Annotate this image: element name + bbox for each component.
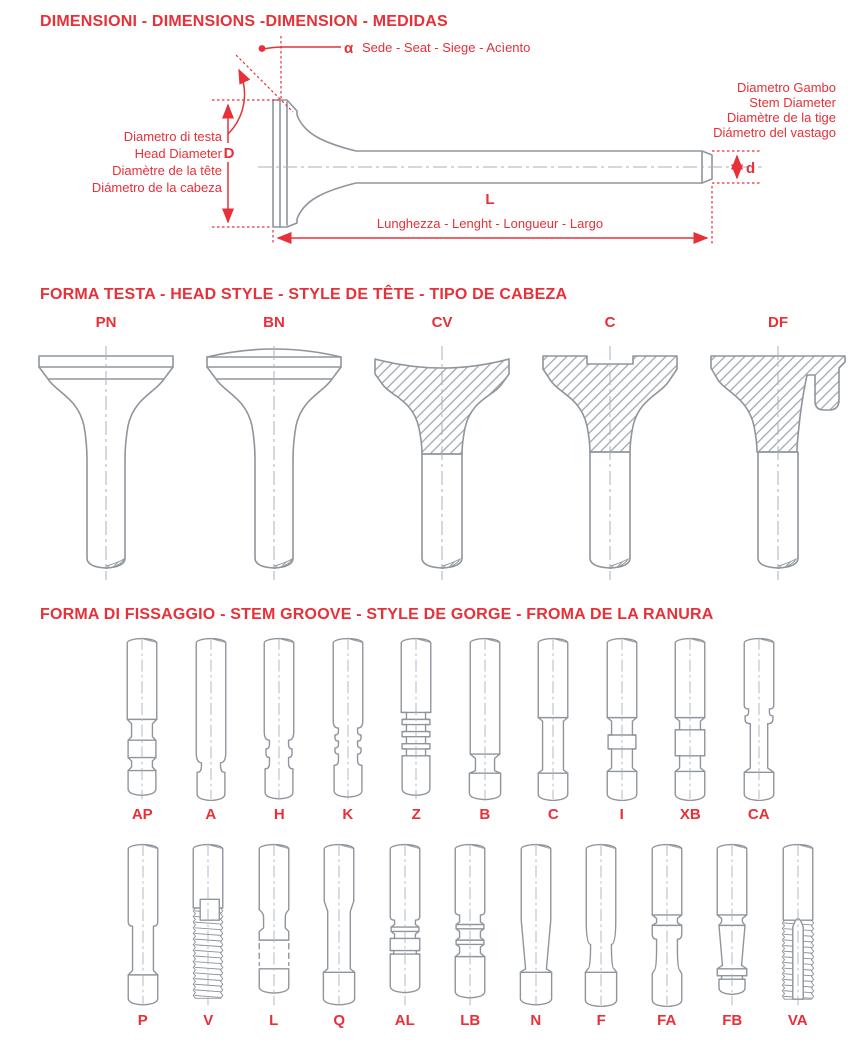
stem-groove-figure-fa [634,842,700,1007]
stem-groove-label: C [547,806,559,823]
head-style-item-pn [22,314,190,584]
stem-groove-item-c [519,636,588,823]
stem-diameter-line-es: Diámetro del vastago [713,125,836,140]
stem-groove-row-2 [110,842,831,1029]
head-style-figure-df [693,334,860,584]
stem-groove-label: Z [411,806,421,823]
dimensions-section-title: DIMENSIONI - DIMENSIONS -DIMENSION - MEDIDAS [40,13,448,30]
seat-label: Sede - Seat - Siege - Acìento [362,40,531,55]
stem-groove-label: A [205,806,217,823]
stem-groove-figure-h [246,636,312,801]
stem-groove-label: F [596,1012,606,1029]
head-style-figure-cv [357,334,527,584]
valve-dimensions-diagram [0,30,860,275]
head-diameter-line-en: Head Diameter [134,146,222,161]
stem-groove-item-v [176,842,242,1029]
stem-groove-figure-f [568,842,634,1007]
stem-groove-figure-k [315,636,381,801]
head-style-item-c [526,314,694,584]
stem-groove-item-p [110,842,176,1029]
head-style-label: C [604,314,616,331]
stem-groove-figure-v [175,842,241,1007]
stem-groove-item-b [451,636,520,823]
stem-groove-item-fa [634,842,700,1029]
stem-groove-figure-p [110,842,176,1007]
stem-diameter-line-it: Diametro Gambo [737,80,836,95]
stem-groove-figure-n [503,842,569,1007]
stem-groove-label: L [269,1012,279,1029]
stem-groove-label: H [273,806,285,823]
stem-groove-figure-i [589,636,655,801]
stem-groove-label: P [137,1012,148,1029]
stem-groove-label: I [619,806,624,823]
stem-groove-label: FA [657,1012,677,1029]
head-style-figures-row [22,314,860,584]
head-style-figure-pn [21,334,191,584]
stem-groove-item-l [241,842,307,1029]
stem-groove-label: B [479,806,491,823]
head-style-label: PN [95,314,117,331]
stem-groove-item-al [372,842,438,1029]
stem-groove-item-va [765,842,831,1029]
head-style-label: BN [263,314,285,331]
stem-diameter-symbol: d [746,160,756,177]
stem-groove-item-ap [108,636,177,823]
stem-groove-label: VA [787,1012,808,1029]
stem-groove-label: CA [747,806,770,823]
head-style-item-bn [190,314,358,584]
head-style-label: CV [431,314,453,331]
head-style-item-cv [358,314,526,584]
stem-groove-figure-a [178,636,244,801]
stem-groove-label: K [342,806,354,823]
stem-groove-item-fb [700,842,766,1029]
stem-groove-label: XB [679,806,701,823]
stem-groove-figure-z [383,636,449,801]
stem-groove-section-title: FORMA DI FISSAGGIO - STEM GROOVE - STYLE DE GORGE - FROMA DE LA RANURA [40,606,714,623]
head-style-figure-bn [189,334,359,584]
head-style-label: DF [768,314,788,331]
seat-leader-dot [259,45,266,52]
stem-groove-item-k [314,636,383,823]
stem-groove-label: N [530,1012,542,1029]
stem-groove-item-lb [438,842,504,1029]
stem-groove-figure-al [372,842,438,1007]
stem-groove-figure-b [452,636,518,801]
stem-groove-label: AP [131,806,153,823]
stem-groove-figure-l [241,842,307,1007]
stem-groove-label: FB [722,1012,743,1029]
stem-groove-item-n [503,842,569,1029]
stem-groove-label: V [203,1012,214,1029]
head-style-item-df [694,314,860,584]
stem-groove-figure-xb [657,636,723,801]
stem-groove-figure-ap [109,636,175,801]
stem-groove-figure-fb [699,842,765,1007]
stem-groove-label: AL [394,1012,415,1029]
head-style-figure-c [525,334,695,584]
stem-groove-figure-va [765,842,831,1007]
stem-groove-figure-c [520,636,586,801]
stem-groove-figure-ca [726,636,792,801]
stem-groove-label: LB [460,1012,481,1029]
seat-leader-line [263,47,341,49]
stem-groove-item-z [382,636,451,823]
stem-groove-label: Q [333,1012,346,1029]
head-diameter-line-it: Diametro di testa [123,129,222,144]
stem-groove-item-f [569,842,635,1029]
stem-groove-figure-q [306,842,372,1007]
stem-groove-item-h [245,636,314,823]
seat-angle-arc [228,70,245,134]
stem-diameter-line-en: Stem Diameter [749,95,836,110]
length-label: Lunghezza - Lenght - Longueur - Largo [376,216,604,231]
head-style-section-title: FORMA TESTA - HEAD STYLE - STYLE DE TÊTE - TIPO DE CABEZA [40,286,568,303]
head-diameter-symbol: D [223,145,235,162]
head-diameter-line-es: Diámetro de la cabeza [91,180,222,195]
stem-groove-item-ca [725,636,794,823]
stem-diameter-line-fr: Diamètre de la tige [726,110,836,125]
head-diameter-line-fr: Diamètre de la tête [112,163,222,178]
stem-groove-figure-lb [437,842,503,1007]
stem-groove-row-1 [108,636,793,823]
alpha-symbol: α [344,40,354,57]
stem-groove-item-xb [656,636,725,823]
stem-groove-item-a [177,636,246,823]
length-symbol: L [485,191,495,208]
stem-groove-item-i [588,636,657,823]
stem-groove-item-q [307,842,373,1029]
